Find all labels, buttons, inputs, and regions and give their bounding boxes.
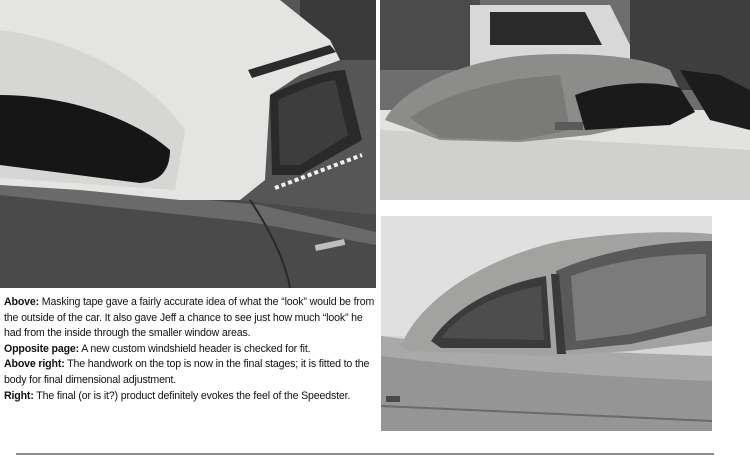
caption-above — [4, 295, 376, 342]
caption-text: The final (or is it?) product definitely evokes the feel of the Speedster. — [33, 389, 351, 402]
photo-masked-top-image — [0, 0, 376, 288]
photo-caption — [4, 295, 376, 404]
caption-lead: Above right: — [4, 358, 65, 371]
caption-lead: Opposite page: — [4, 342, 80, 355]
photo-final-product-image — [381, 216, 712, 431]
caption-text: The handwork on the top is now in the final stages; it is fitted to the body for final dimensional adjustment. — [4, 358, 370, 386]
caption-opposite-page — [4, 342, 376, 358]
photo-top-fitting — [380, 0, 750, 200]
photo-top-fitting-image — [380, 0, 750, 200]
page-divider-rule — [16, 453, 714, 455]
caption-right — [4, 389, 376, 405]
caption-text: Masking tape gave a fairly accurate idea of what the “look” would be from the outside of the car. It also gave Jeff a chance to see just how much “look” he had from the inside through the smaller window areas. — [4, 296, 375, 340]
photo-final-product — [381, 216, 712, 431]
photo-masked-top — [0, 0, 376, 288]
caption-lead: Right: — [4, 389, 34, 402]
caption-above-right — [4, 357, 376, 388]
caption-text: A new custom windshield header is checked for fit. — [79, 342, 311, 355]
caption-lead: Above: — [4, 296, 40, 308]
